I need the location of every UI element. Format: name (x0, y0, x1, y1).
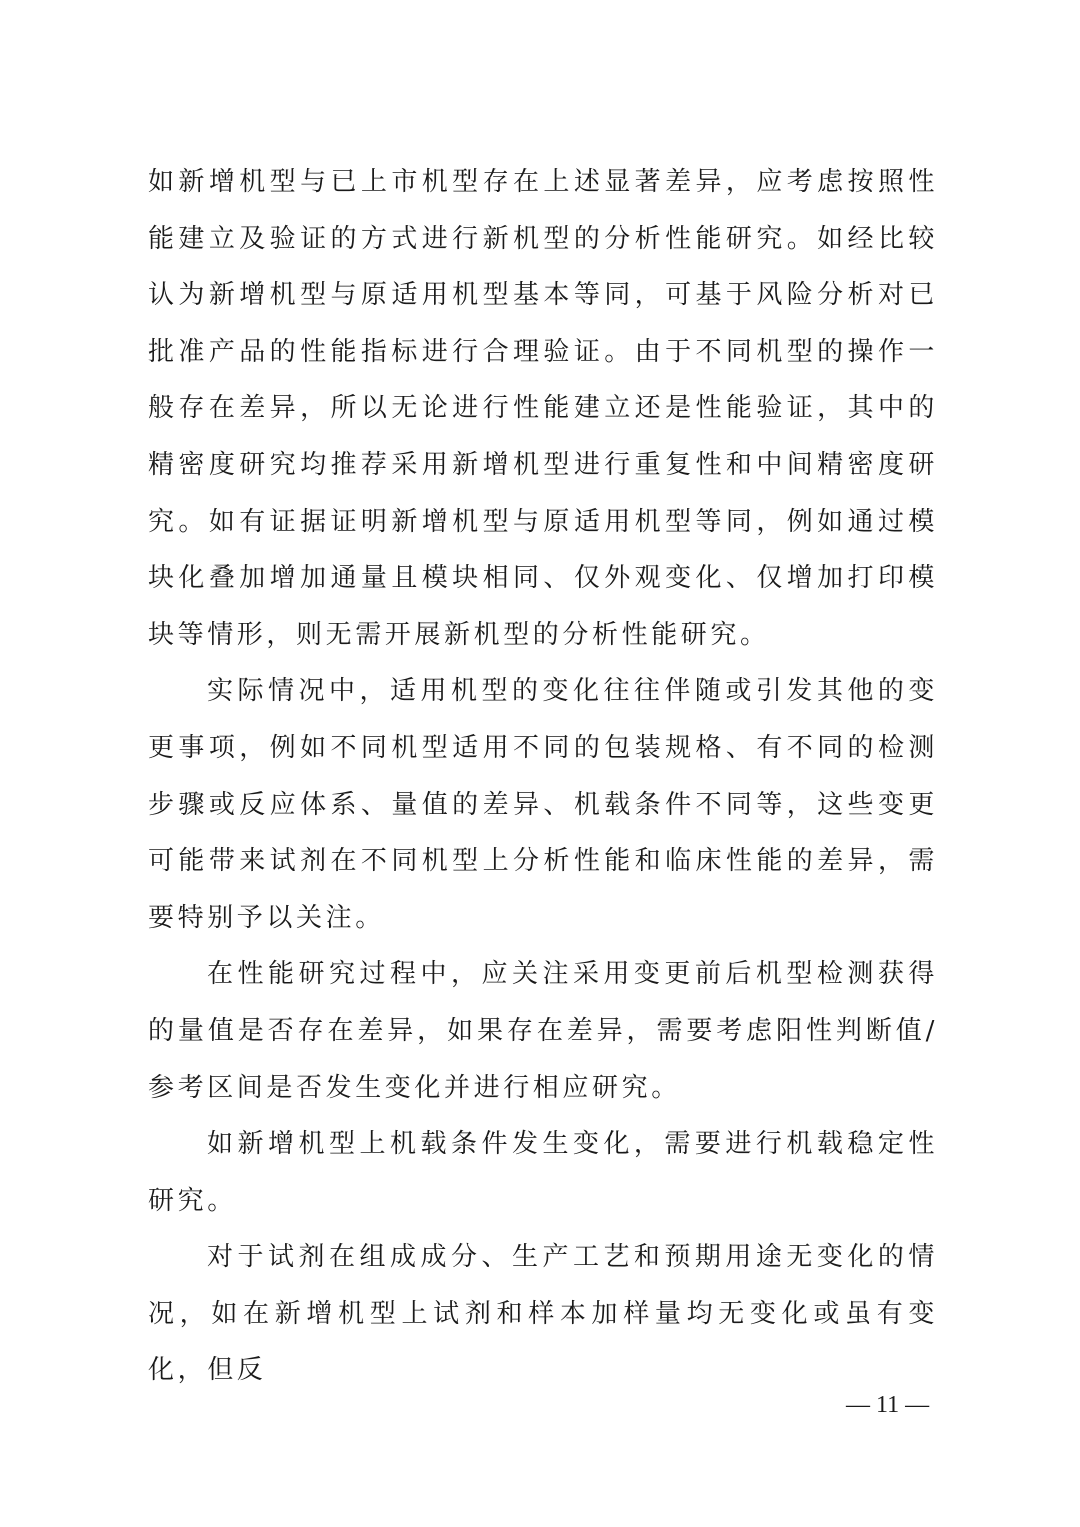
body-text (148, 154, 938, 1399)
paragraph-5: 对于试剂在组成成分、生产工艺和预期用途无变化的情况，如在新增机型上试剂和样本加样量均无变化或虽有变化，但反 (148, 1242, 938, 1386)
paragraph-1: 如新增机型与已上市机型存在上述显著差异，应考虑按照性能建立及验证的方式进行新机型的分析性能研究。如经比较认为新增机型与原适用机型基本等同，可基于风险分析对已批准产品的性能指标进行合理验证。由于不同机型的操作一般存在差异，所以无论进行性能建立还是性能验证，其中的精密度研究均推荐采用新增机型进行重复性和中间精密度研究。如有证据证明新增机型与原适用机型等同，例如通过模块化叠加增加通量且模块相同、仅外观变化、仅增加打印模块等情形，则无需开展新机型的分析性能研究。 (148, 167, 938, 650)
paragraph-4: 如新增机型上机载条件发生变化，需要进行机载稳定性研究。 (148, 1129, 938, 1216)
paragraph-2: 实际情况中，适用机型的变化往往伴随或引发其他的变更事项，例如不同机型适用不同的包装规格、有不同的检测步骤或反应体系、量值的差异、机载条件不同等，这些变更可能带来试剂在不同机型上分析性能和临床性能的差异，需要特别予以关注。 (148, 676, 938, 933)
page-number: — 11 — (846, 1392, 930, 1418)
paragraph-3: 在性能研究过程中，应关注采用变更前后机型检测获得的量值是否存在差异，如果存在差异，需要考虑阳性判断值/参考区间是否发生变化并进行相应研究。 (148, 959, 938, 1103)
